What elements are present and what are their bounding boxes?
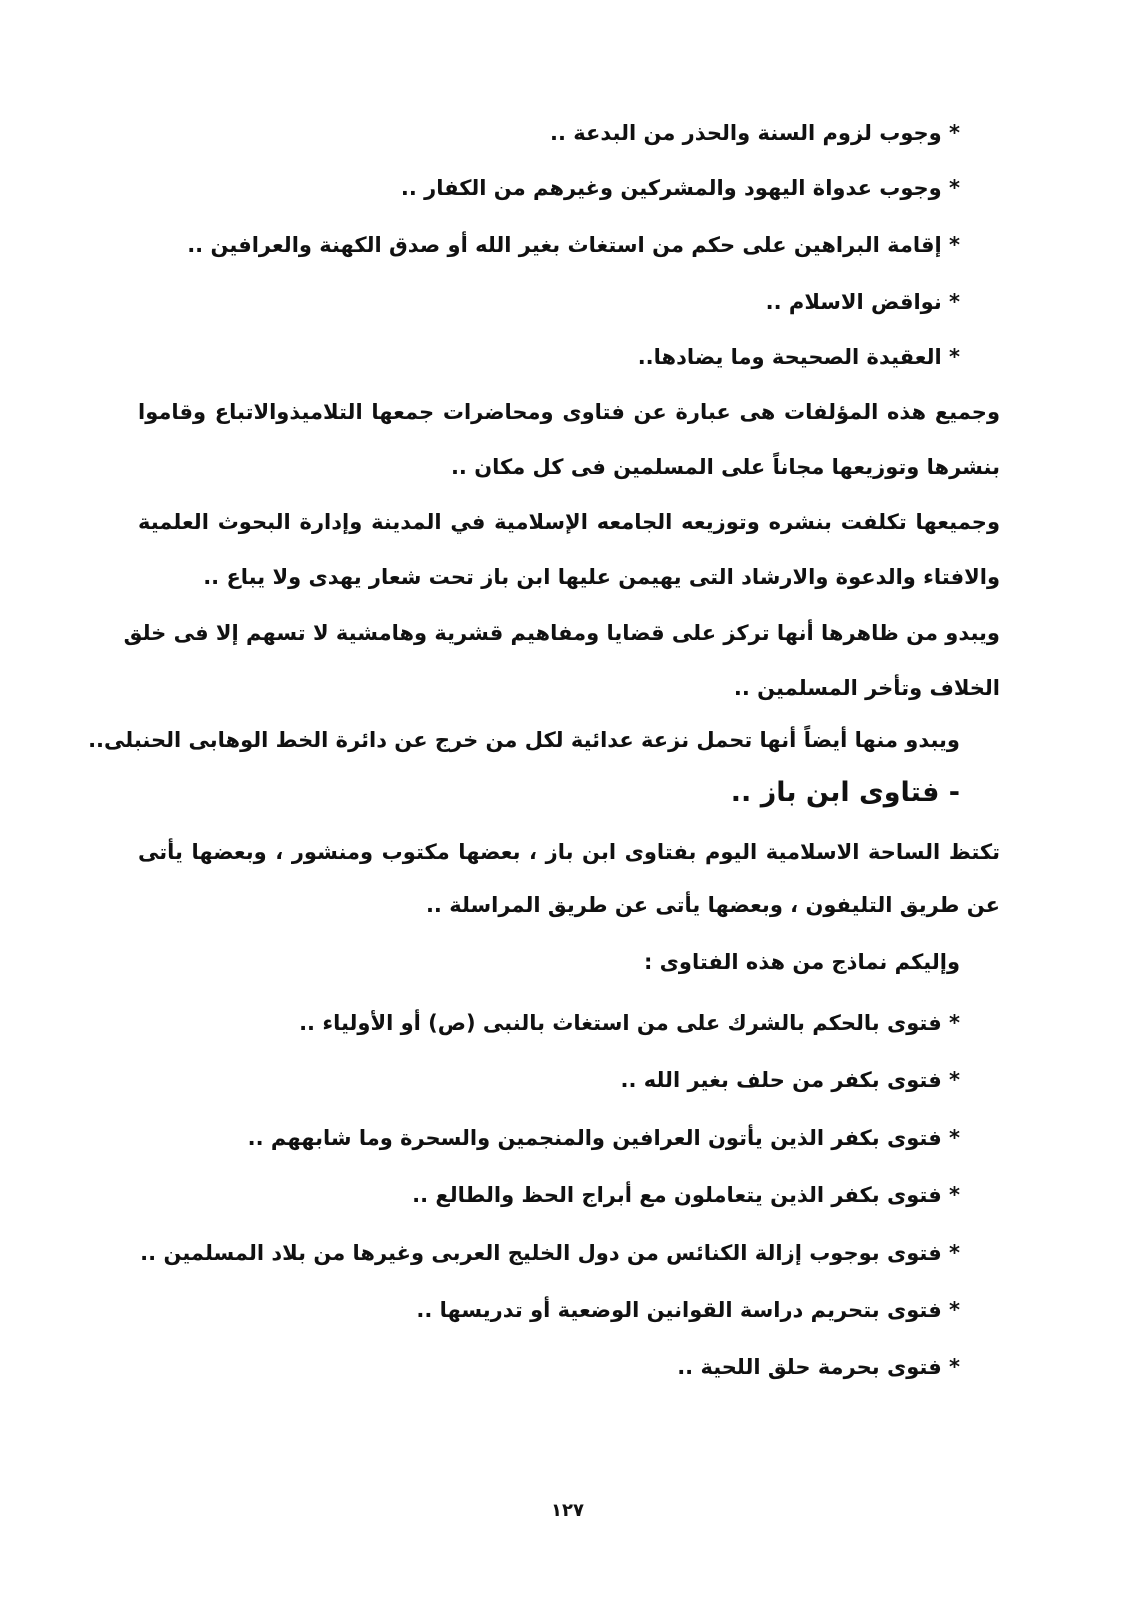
top-bullet: * وجوب لزوم السنة والحذر من البدعة .. — [550, 121, 960, 145]
paragraph-line: ويبدو منها أيضاً أنها تحمل نزعة عدائية لكل من خرج عن دائرة الخط الوهابى الحنبلى.. — [88, 728, 960, 752]
paragraph-line: ويبدو من ظاهرها أنها تركز على قضايا ومفاهيم قشرية وهامشية لا تسهم إلا فى خلق — [123, 621, 1000, 645]
paragraph-line: عن طريق التليفون ، وبعضها يأتى عن طريق المراسلة .. — [425, 893, 1000, 917]
top-bullet: * نواقض الاسلام .. — [765, 290, 960, 314]
paragraph-line: وجميعها تكلفت بنشره وتوزيعه الجامعه الإسلامية في المدينة وإدارة البحوث العلمية — [138, 510, 1000, 534]
paragraph-line: وجميع هذه المؤلفات هى عبارة عن فتاوى ومحاضرات جمعها التلاميذوالاتباع وقاموا — [138, 400, 1000, 424]
top-bullet: * العقيدة الصحيحة وما يضادها.. — [637, 345, 960, 369]
page-number: ١٢٧ — [551, 1500, 584, 1521]
paragraph-line: الخلاف وتأخر المسلمين .. — [733, 676, 1000, 700]
fatwa-bullet: * فتوى بالحكم بالشرك على من استغاث بالنبى (ص) أو الأولياء .. — [299, 1011, 960, 1035]
top-bullet: * إقامة البراهين على حكم من استغاث بغير الله أو صدق الكهنة والعرافين .. — [187, 233, 960, 257]
fatwa-bullet: * فتوى بتحريم دراسة القوانين الوضعية أو تدريسها .. — [416, 1298, 960, 1322]
fatwa-bullet: * فتوى بوجوب إزالة الكنائس من دول الخليج العربى وغيرها من بلاد المسلمين .. — [140, 1241, 960, 1265]
fatwa-bullet: * فتوى بكفر من حلف بغير الله .. — [620, 1068, 960, 1092]
section-heading: - فتاوى ابن باز .. — [730, 777, 960, 808]
fatwa-bullet: * فتوى بكفر الذين يأتون العرافين والمنجمين والسحرة وما شابههم .. — [247, 1126, 960, 1150]
paragraph-line: تكتظ الساحة الاسلامية اليوم بفتاوى ابن باز ، بعضها مكتوب ومنشور ، وبعضها يأتى — [138, 840, 1000, 864]
fatwa-bullet: * فتوى بكفر الذين يتعاملون مع أبراج الحظ والطالع .. — [412, 1183, 960, 1207]
fatwa-bullet: * فتوى بحرمة حلق اللحية .. — [677, 1355, 960, 1379]
paragraph-line: والافتاء والدعوة والارشاد التى يهيمن عليها ابن باز تحت شعار يهدى ولا يباع .. — [203, 565, 1000, 589]
intro-line: وإليكم نماذج من هذه الفتاوى : — [643, 950, 960, 974]
top-bullet: * وجوب عدواة اليهود والمشركين وغيرهم من الكفار .. — [400, 176, 960, 200]
paragraph-line: بنشرها وتوزيعها مجاناً على المسلمين فى كل مكان .. — [450, 455, 1000, 479]
